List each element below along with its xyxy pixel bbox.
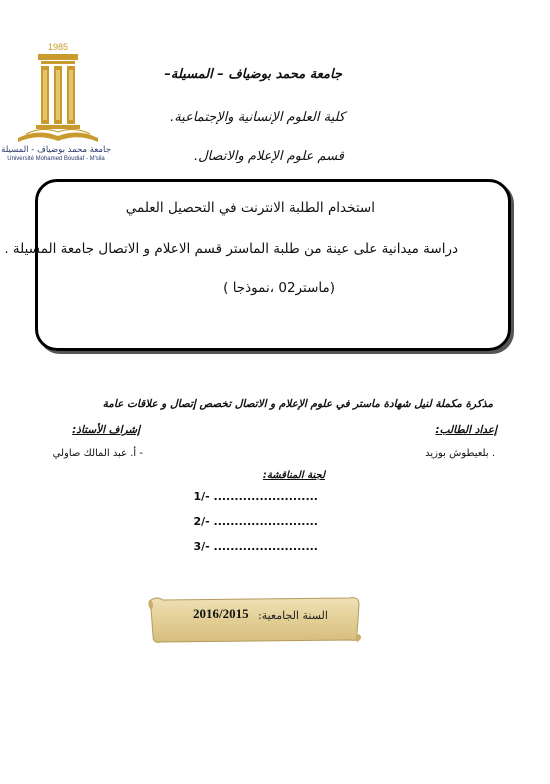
logo-name-arabic: جامعة محمد بوضياف - المسيلة <box>1 145 111 155</box>
academic-year-value: 2016/2015 <box>193 606 249 621</box>
thesis-title: استخدام الطلبة الانترنت في التحصيل العلمي <box>125 200 375 216</box>
supervisor-name: - أ. عبد المالك صاولي <box>52 448 143 459</box>
university-name: جامعة محمد بوضياف – المسيلة– <box>164 67 342 82</box>
thesis-subtitle: دراسة ميدانية على عينة من طلبة الماستر قسم الاعلام و الاتصال جامعة المسيلة . <box>4 241 458 257</box>
committee-label: لجنة المناقشة: <box>262 470 325 481</box>
department-name: قسم علوم الإعلام والاتصال. <box>193 149 344 164</box>
memo-description: مذكرة مكملة لنيل شهادة ماستر في علوم الإعلام و الاتصال تخصص إتصال و علاقات عامة <box>102 398 493 410</box>
supervisor-label: إشراف الأستاذ: <box>72 424 140 436</box>
committee-member-1: 1/- ......................... <box>193 490 318 503</box>
thesis-sample-note: (ماستر02 ،نموذجا ) <box>223 280 335 296</box>
academic-year-label: السنة الجامعية: <box>258 609 328 622</box>
prepared-by-label: إعداد الطالب: <box>435 424 497 436</box>
committee-member-2: 2/- ......................... <box>193 515 318 528</box>
logo-name-french: Université Mohamed Boudiaf - M'sila <box>7 156 105 162</box>
logo-year: 1985 <box>47 42 69 52</box>
academic-year-scroll <box>145 594 365 644</box>
committee-member-3: 3/- ......................... <box>193 540 318 553</box>
student-name: . بلعيطوش بوزيد <box>425 448 495 459</box>
faculty-name: كلية العلوم الإنسانية والإجتماعية. <box>170 110 345 125</box>
